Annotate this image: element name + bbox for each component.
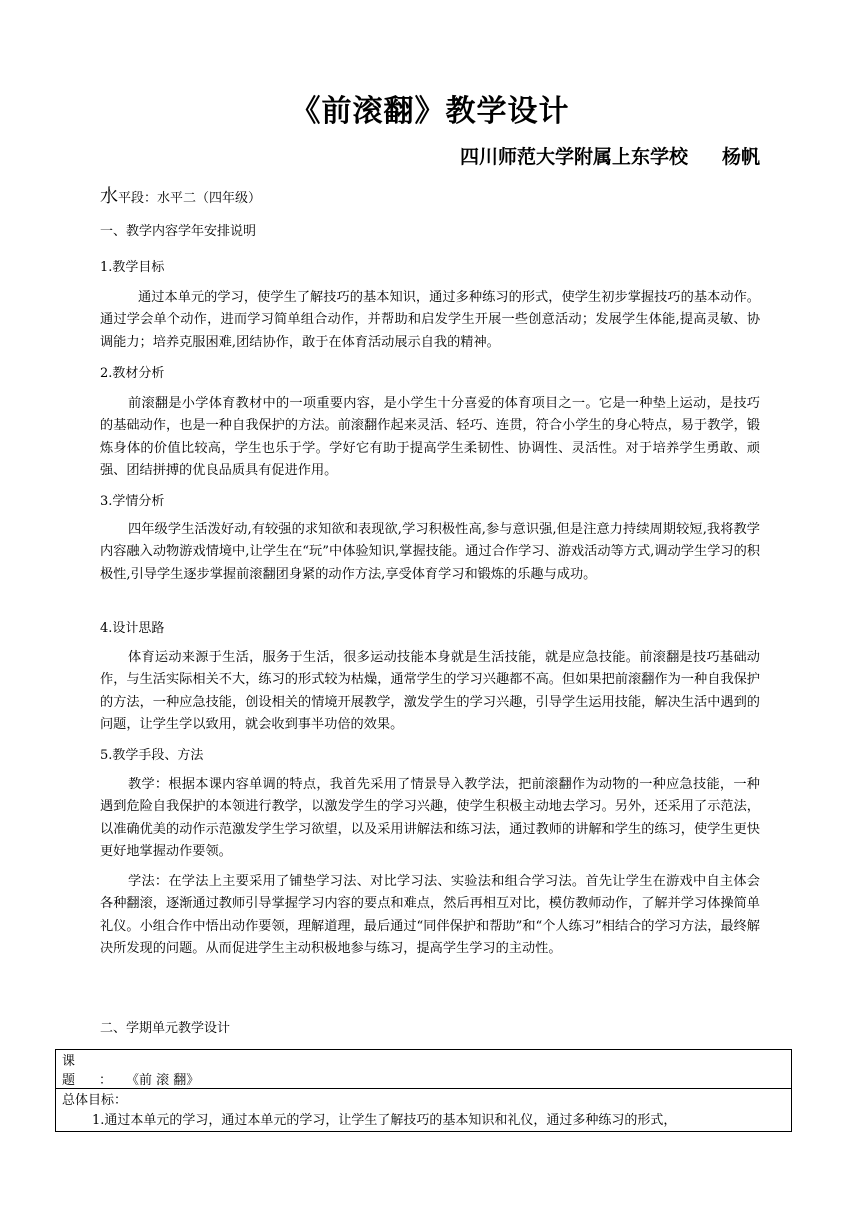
subsection-heading-methods: 5.教学手段、方法 (100, 748, 204, 763)
overall-goals-label: 总体目标： (62, 1093, 128, 1108)
school-name: 四川师范大学附属上东学校 (459, 146, 688, 168)
goals-cell (56, 1089, 792, 1132)
author-name: 杨帆 (721, 146, 760, 168)
overall-goals-line: 1.通过本单元的学习，通过本单元的学习，让学生了解技巧的基本知识和礼仪，通过多种练习的形式， (92, 1113, 677, 1128)
paragraph-learning-method: 学法：在学法上主要采用了铺垫学习法、对比学习法、实验法和组合学习法。首先让学生在游戏中自主体会各种翻滚，逐渐通过教师引导掌握学习内容的要点和难点，然后再相互对比，模仿教师动作，了解并学习体操简单礼仪。小组合作中悟出动作要领，理解道理，最后通过“同伴保护和帮助”和“个人练习”相结合的学习方法，最终解决所发现的问题。从而促进学生主动积极地参与练习，提高学生学习的主动性。 (100, 874, 760, 957)
subsection-heading-material: 2.教材分析 (100, 366, 165, 381)
paragraph-teaching-method: 教学：根据本课内容单调的特点，我首先采用了情景导入教学法，把前滚翻作为动物的一种应急技能，一种遇到危险自我保护的本领进行教学，以激发学生的学习兴趣，使学生积极主动地去学习。另外，还采用了示范法，以准确优美的动作示范激发学生学习欲望，以及采用讲解法和练习法，通过教师的讲解和学生的练习，使学生更快更好地掌握动作要领。 (100, 777, 760, 860)
section-heading-2: 二、学期单元教学设计 (100, 1021, 231, 1036)
subsection-heading-goals: 1.教学目标 (100, 260, 165, 275)
section-heading-1: 一、教学内容学年安排说明 (100, 224, 257, 239)
grade-prefix: 水 (100, 186, 118, 207)
grade-text: 平段：水平二（四年级） (118, 191, 262, 206)
byline (460, 142, 760, 169)
document-title: 《前滚翻》教学设计 (290, 94, 570, 129)
subsection-heading-design: 4.设计思路 (100, 621, 165, 636)
paragraph-students: 四年级学生活泼好动,有较强的求知欲和表现欲,学习积极性高,参与意识强,但是注意力持续周期较短,我将教学内容融入动物游戏情境中,让学生在“玩”中体验知识,掌握技能。通过合作学习、游戏活动等方式,调动学生学习的积极性,引导学生逐步掌握前滚翻团身紧的动作方法,享受体育学习和锻炼的乐趣与成功。 (100, 522, 760, 582)
topic-cell (56, 1050, 792, 1089)
paragraph-material: 前滚翻是小学体育教材中的一项重要内容，是小学生十分喜爱的体育项目之一。它是一种垫上运动，是技巧的基础动作，也是一种自我保护的方法。前滚翻作起来灵活、轻巧、连贯，符合小学生的身心特点，易于教学，锻炼身体的价值比较高，学生也乐于学。学好它有助于提高学生柔韧性、协调性、灵活性。对于培养学生勇敢、顽强、团结拼搏的优良品质具有促进作用。 (100, 396, 760, 479)
table-row (56, 1089, 792, 1132)
subsection-heading-students: 3.学情分析 (100, 494, 165, 509)
unit-design-table (55, 1049, 792, 1132)
table-row (56, 1050, 792, 1089)
grade-level (100, 182, 261, 208)
paragraph-goals: 通过本单元的学习，使学生了解技巧的基本知识，通过多种练习的形式，使学生初步掌握技巧的基本动作。通过学会单个动作，进而学习简单组合动作，并帮助和启发学生开展一些创意活动；发展学生体能,提高灵敏、协调能力；培养克服困难,团结协作，敢于在体育活动展示自我的精神。 (100, 290, 760, 350)
topic-label: 课题： (62, 1054, 137, 1088)
topic-value: 《前 滚 翻》 (126, 1073, 200, 1088)
paragraph-design: 体育运动来源于生活，服务于生活，很多运动技能本身就是生活技能，就是应急技能。前滚翻是技巧基础动作，与生活实际相关不大，练习的形式较为枯燥，通常学生的学习兴趣都不高。但如果把前滚翻作为一种自我保护的方法，一种应急技能，创设相关的情境开展教学，激发学生的学习兴趣，引导学生运用技能，解决生活中遇到的问题，让学生学以致用，就会收到事半功倍的效果。 (100, 650, 760, 733)
